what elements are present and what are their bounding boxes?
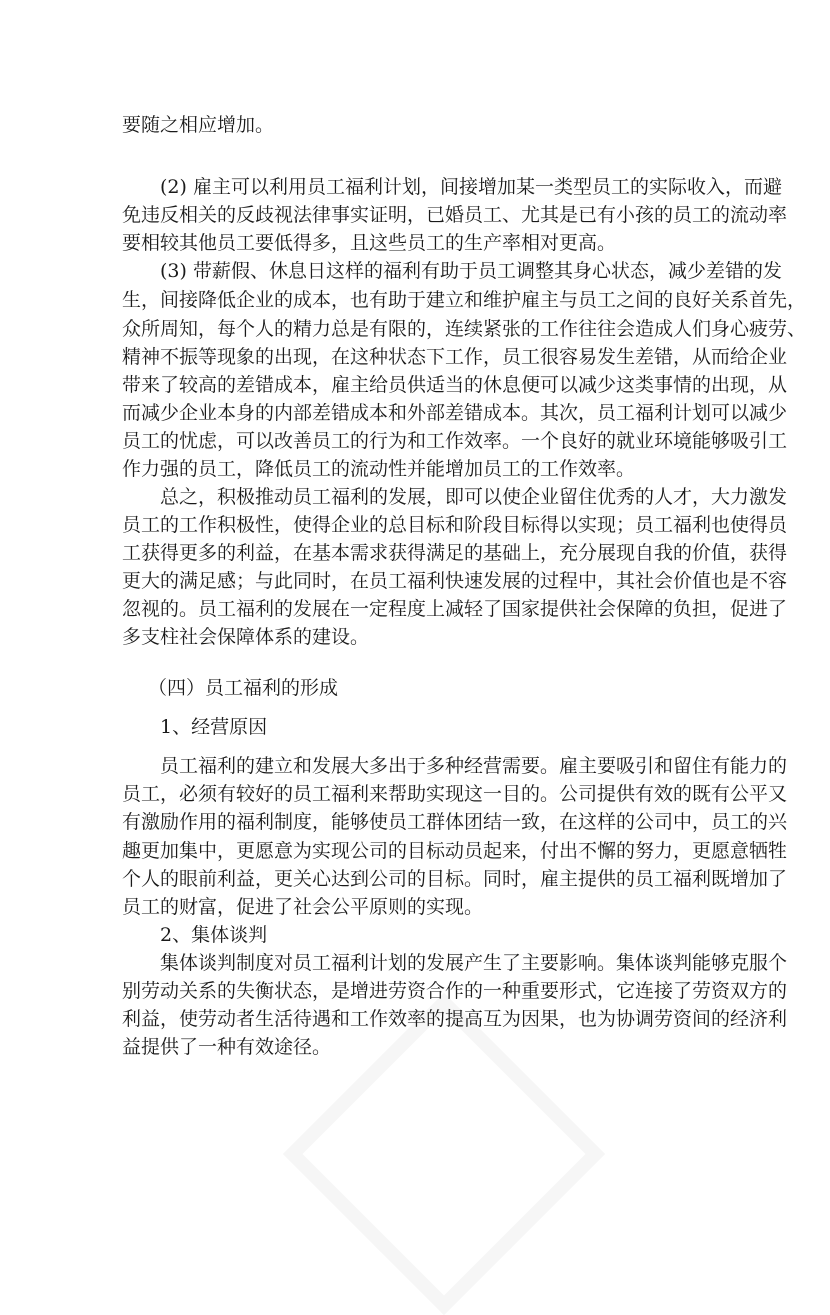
text-line: 益提供了一种有效途径。 <box>122 1036 332 1058</box>
text-line: 作力强的员工，降低员工的流动性并能增加员工的工作效率。 <box>122 458 636 480</box>
text-line: 员工福利的建立和发展大多出于多种经营需要。雇主要吸引和留住有能力的 <box>160 755 788 777</box>
text-line: 生，间接降低企业的成本，也有助于建立和维护雇主与员工之间的良好关系首先， <box>122 289 807 311</box>
text-line: 免违反相关的反歧视法律事实证明，已婚员工、尤其是已有小孩的员工的流动率 <box>122 204 788 226</box>
text-line: 利益，使劳动者生活待遇和工作效率的提高互为因果，也为协调劳资间的经济利 <box>122 1008 788 1030</box>
text-line: 要相较其他员工要低得多，且这些员工的生产率相对更高。 <box>122 232 617 254</box>
text-line: 员工的工作积极性，使得企业的总目标和阶段目标得以实现；员工福利也使得员 <box>122 514 788 536</box>
text-line: 别劳动关系的失衡状态，是增进劳资合作的一种重要形式，它连接了劳资双方的 <box>122 980 788 1002</box>
section-heading: （四）员工福利的形成 <box>148 677 339 699</box>
text-line: 而减少企业本身的内部差错成本和外部差错成本。其次，员工福利计划可以减少 <box>122 402 788 424</box>
text-line: 个人的眼前利益，更关心达到公司的目标。同时，雇主提供的员工福利既增加了 <box>122 868 788 890</box>
text-line: 更大的满足感；与此同时，在员工福利快速发展的过程中，其社会价值也是不容 <box>122 570 788 592</box>
text-line: 忽视的。员工福利的发展在一定程度上减轻了国家提供社会保障的负担，促进了 <box>122 598 788 620</box>
text-line: 众所周知，每个人的精力总是有限的，连续紧张的工作往往会造成人们身心疲劳、 <box>122 318 807 340</box>
text-line: 趣更加集中，更愿意为实现公司的目标动员起来，付出不懈的努力，更愿意牺牲 <box>122 840 788 862</box>
text-line: (3) 带薪假、休息日这样的福利有助于员工调整其身心状态，减少差错的发 <box>160 260 782 282</box>
subsection-heading: 1、经营原因 <box>160 716 268 738</box>
text-line: 工获得更多的利益，在基本需求获得满足的基础上，充分展现自我的价值，获得 <box>122 542 788 564</box>
text-line: (2) 雇主可以利用员工福利计划，间接增加某一类型员工的实际收入，而避 <box>160 176 782 198</box>
text-line: 要随之相应增加。 <box>122 114 275 136</box>
subsection-heading: 2、集体谈判 <box>160 924 268 946</box>
text-line: 多支柱社会保障体系的建设。 <box>122 626 370 648</box>
text-line: 精神不振等现象的出现，在这种状态下工作，员工很容易发生差错，从而给企业 <box>122 346 788 368</box>
text-line: 员工的财富，促进了社会公平原则的实现。 <box>122 896 484 918</box>
text-line: 员工的忧虑，可以改善员工的行为和工作效率。一个良好的就业环境能够吸引工 <box>122 430 788 452</box>
text-line: 带来了较高的差错成本，雇主给员供适当的休息便可以减少这类事情的出现，从 <box>122 374 788 396</box>
text-line: 员工，必须有较好的员工福利来帮助实现这一目的。公司提供有效的既有公平又 <box>122 783 788 805</box>
text-line: 有激励作用的福利制度，能够使员工群体团结一致，在这样的公司中，员工的兴 <box>122 811 788 833</box>
text-line: 总之，积极推动员工福利的发展，即可以使企业留住优秀的人才，大力激发 <box>160 486 788 508</box>
text-line: 集体谈判制度对员工福利计划的发展产生了主要影响。集体谈判能够克服个 <box>160 952 788 974</box>
